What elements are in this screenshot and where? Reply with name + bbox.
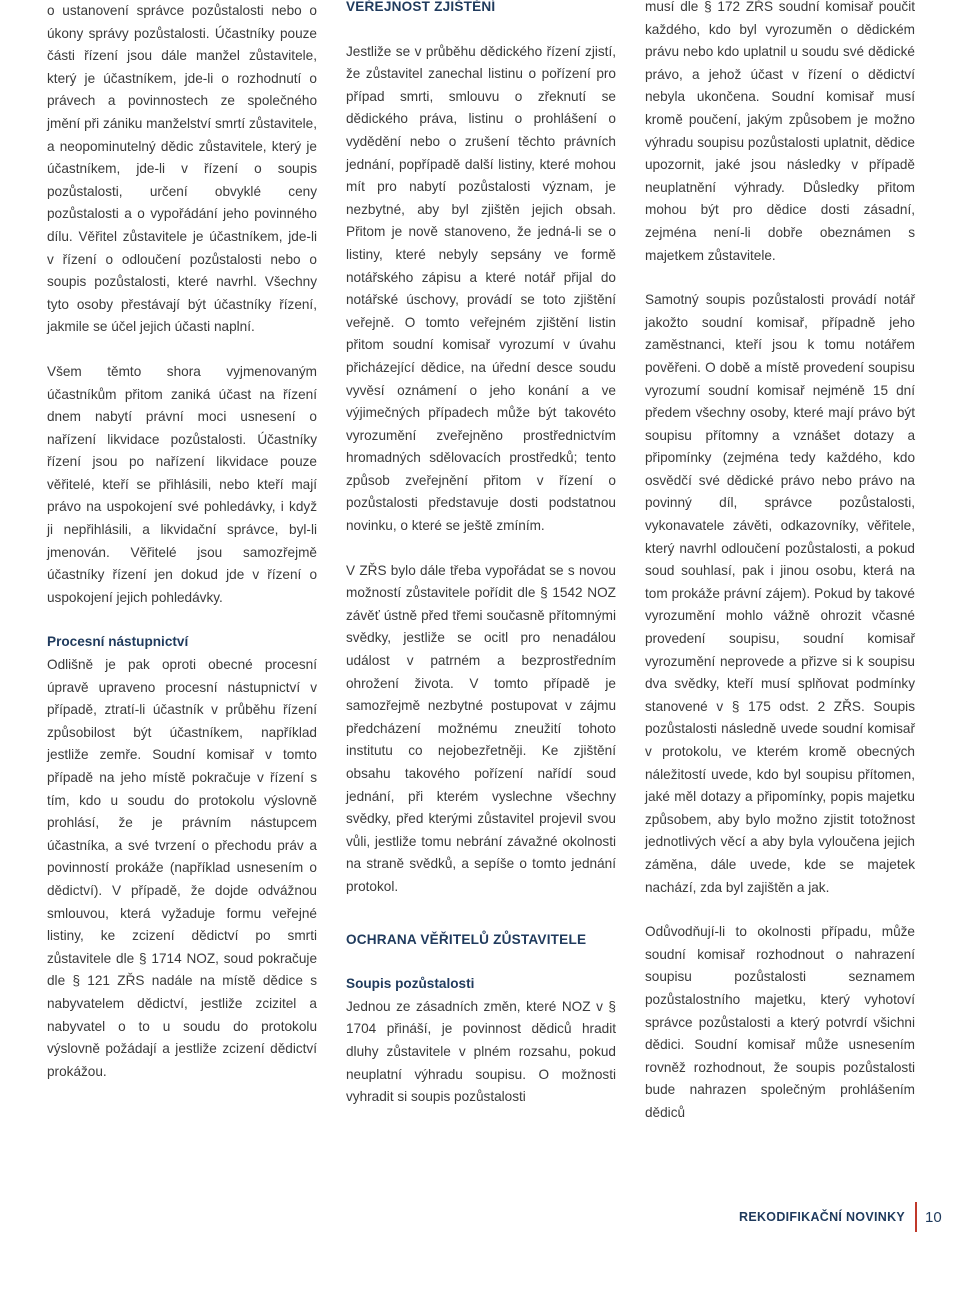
page-footer xyxy=(739,1199,942,1235)
left-paragraph-2: Všem těmto shora vyjmenovaným účastníkům přitom zaniká účast na řízení dnem nabytí právní moci usnesení o nařízení likvidace pozůstalosti. Účastníky řízení jsou po nařízení likvidace pouze věřitelé, kteří se přihlásili, nebo kteří mají právo na uspokojení své pohledávky, i když ji nepřihlásili, a likvidační správce, byl-li jmenován. Věřitelé jsou samozřejmě účastníky řízení jen dokud jde v řízení o uspokojení jejich pohledávky. xyxy=(47,363,317,605)
footer-divider xyxy=(915,1202,917,1232)
right-paragraph-3: Odůvodňují-li to okolnosti případu, může soudní komisař rozhodnout o nahrazení soupisu pozůstalosti seznamem pozůstalostního majetku, který vyhotoví správce pozůstalosti a který potvrdí všichni dědici. Soudní komisař může usnesením rovněž rozhodnout, že soupis pozůstalosti bude nahrazen společným prohlášením dědiců xyxy=(645,924,915,1120)
section-heading-ochrana-veritelu: OCHRANA VĚŘITELŮ ZŮSTAVITELE xyxy=(346,931,587,947)
right-column xyxy=(645,0,915,1125)
right-paragraph-1: musí dle § 172 ZŘS soudní komisař poučit každého, kdo byl vyrozuměn o dědickém právu nebo kdo uplatnil u soudu své dědické právo, a jehož účast v řízení o dědictví nebyla ukončena. Soudní komisař musí kromě poučení, jakým způsobem je možno výhradu soupisu pozůstalosti uplatnit, dědice upozornit, jaké jsou následky v případě neuplatnění výhrady. Důsledky přitom mohou být pro dědice dosti zásadní, zejména není-li dobře obeznámen s majetkem zůstavitele. xyxy=(645,0,915,263)
left-column xyxy=(47,0,317,1083)
middle-paragraph-2: V ZŘS bylo dále třeba vypořádat se s novou možností zůstavitele pořídit dle § 1542 NOZ závěť ústně před třemi současně přítomnými svědky, jestliže se ocitl pro nenadálou událost v patrném a bezprostředním ohrožení života. V tomto případě je samozřejmě nezbytné postupovat v zájmu předcházení možnému zneužití tohoto institutu co nejobezřetněji. Ke zjištění obsahu takového pořízení nařídí soud jednání, při kterém vyslechne všechny svědky, před kterými zůstavitel projevil svou vůli, jestliže tomu nebrání závažné okolnosti na straně svědků, a sepíše o tomto jednání protokol. xyxy=(346,562,616,894)
middle-paragraph-3: Jednou ze zásadních změn, které NOZ v § 1704 přináší, je povinnost dědiců hradit dluhy zůstavitele v plném rozsahu, pokud neuplatní výhradu soupisu. O možnosti vyhradit si soupis pozůstalosti xyxy=(346,998,616,1105)
middle-column xyxy=(346,0,616,1109)
left-paragraph-1: o ustanovení správce pozůstalosti nebo o úkony správy pozůstalosti. Účastníky pouze části řízení jsou dále manžel zůstavitele, který je účastníkem, jde-li o rozhodnutí o právech a povinnostech ze společného jmění při zániku manželství smrtí zůstavitele, a neopominutelný dědic zůstavitele, který je účastníkem, jde-li v řízení o soupis pozůstalosti, určení obvyklé ceny pozůstalosti a o vypořádání jeho povinného dílu. Věřitel zůstavitele je účastníkem, jde-li v řízení o odloučení pozůstalosti nebo o soupis pozůstalosti, které navrhl. Všechny tyto osoby přestávají být účastníky řízení, jakmile se účel jejich účasti naplní. xyxy=(47,3,317,335)
section-heading-soupis-pozustalosti: Soupis pozůstalosti xyxy=(346,976,475,992)
right-paragraph-2: Samotný soupis pozůstalosti provádí notář jakožto soudní komisař, případně jeho zaměstnanci, kteří jsou k tomu notářem pověřeni. O době a místě provedení soupisu vyrozumí soudní komisař nejméně 15 dní předem všechny osoby, které mají právo být soupisu přítomny a vznášet dotazy a připomínky (zejména tedy každého, kdo osvědčí své dědické právo nebo právo na povinný díl, správce pozůstalosti, vykonavatele závěti, odkazovníky, věřitele, který navrhl odloučení pozůstalosti, a pokud soud souhlasí, pak i jinou osobu, která na tom prokáže právní zájem). Pokud by takové vyrozumění mohlo vážně ohrozit včasné provedení soupisu, soudní komisař vyrozumění neprovede a přizve si k soupisu dva svědky, kteří musí splňovat podmínky stanovené v § 175 odst. 2 ZŘS. Soupis pozůstalosti následně uvede soudní komisař v protokolu, ve kterém kromě obecných náležitostí uvede, kdo byl soupisu přítomen, jaké měl dotazy a připomínky, popis majetku způsobem, aby bylo možno zjistit totožnost jednotlivých věcí a aby byla vyloučena jejich záměna, dále uvede, kde se majetek nachází, zda byl zajištěn a jak. xyxy=(645,292,915,895)
section-heading-verejnost-zjisteni: VEŘEJNOST ZJIŠTĚNÍ xyxy=(346,0,496,14)
footer-publication-label: REKODIFIKAČNÍ NOVINKY xyxy=(739,1210,906,1224)
section-heading-procesni-nastupnictvi: Procesní nástupnictví xyxy=(47,634,189,650)
middle-paragraph-1: Jestliže se v průběhu dědického řízení zjistí, že zůstavitel zanechal listinu o pořízení pro případ smrti, smlouvu o zřeknutí se dědického práva, listinu o prohlášení o vydědění nebo o zrušení těchto právních jednání, popřípadě další listiny, které mohou mít pro nabytí pozůstalosti význam, je nezbytné, aby byl zjištěn jejich obsah. Přitom je nově stanoveno, že jedná-li se o listiny, které nebyly sepsány ve formě notářského zápisu a které notář přijal do notářské úschovy, provádí se toto zjištění veřejně. O tomto veřejném zjištění listin přitom soudní komisař vyrozumí v úvahu přicházející dědice, na úřední desce soudu vyvěsí oznámení o jeho konání a ve výjimečných případech může být takovéto vyrozumění zveřejněno prostřednictvím hromadných sdělovacích prostředků; tento způsob zveřejnění přitom v řízení o pozůstalosti představuje dosti podstatnou novinku, o které se ještě zmíním. xyxy=(346,43,616,534)
page-number: 10 xyxy=(925,1208,942,1226)
left-paragraph-3: Odlišně je pak oproti obecné procesní úpravě upraveno procesní nástupnictví v případě, ztratí-li účastník v průběhu řízení způsobilost být účastníkem, například jestliže zemře. Soudní komisař v tomto případě na jeho místě pokračuje v řízení s tím, kdo u soudu do protokolu výslovně prohlásí, že je právním nástupcem účastníka, a své tvrzení o přechodu práv a povinností prokáže (například usnesením o dědictví). V případě, že dojde odvážnou smlouvou, která vyžaduje formu veřejné listiny, ke zcizení dědictví po smrti zůstavitele dle § 1714 NOZ, soud pokračuje dle § 121 ZŘS nadále na místě dědice s nabyvatelem dědictví, jestliže zcizitel a nabyvatel o to u soudu do protokolu výslovně požádají a jestliže zcizení dědictví prokážou. xyxy=(47,657,317,1079)
